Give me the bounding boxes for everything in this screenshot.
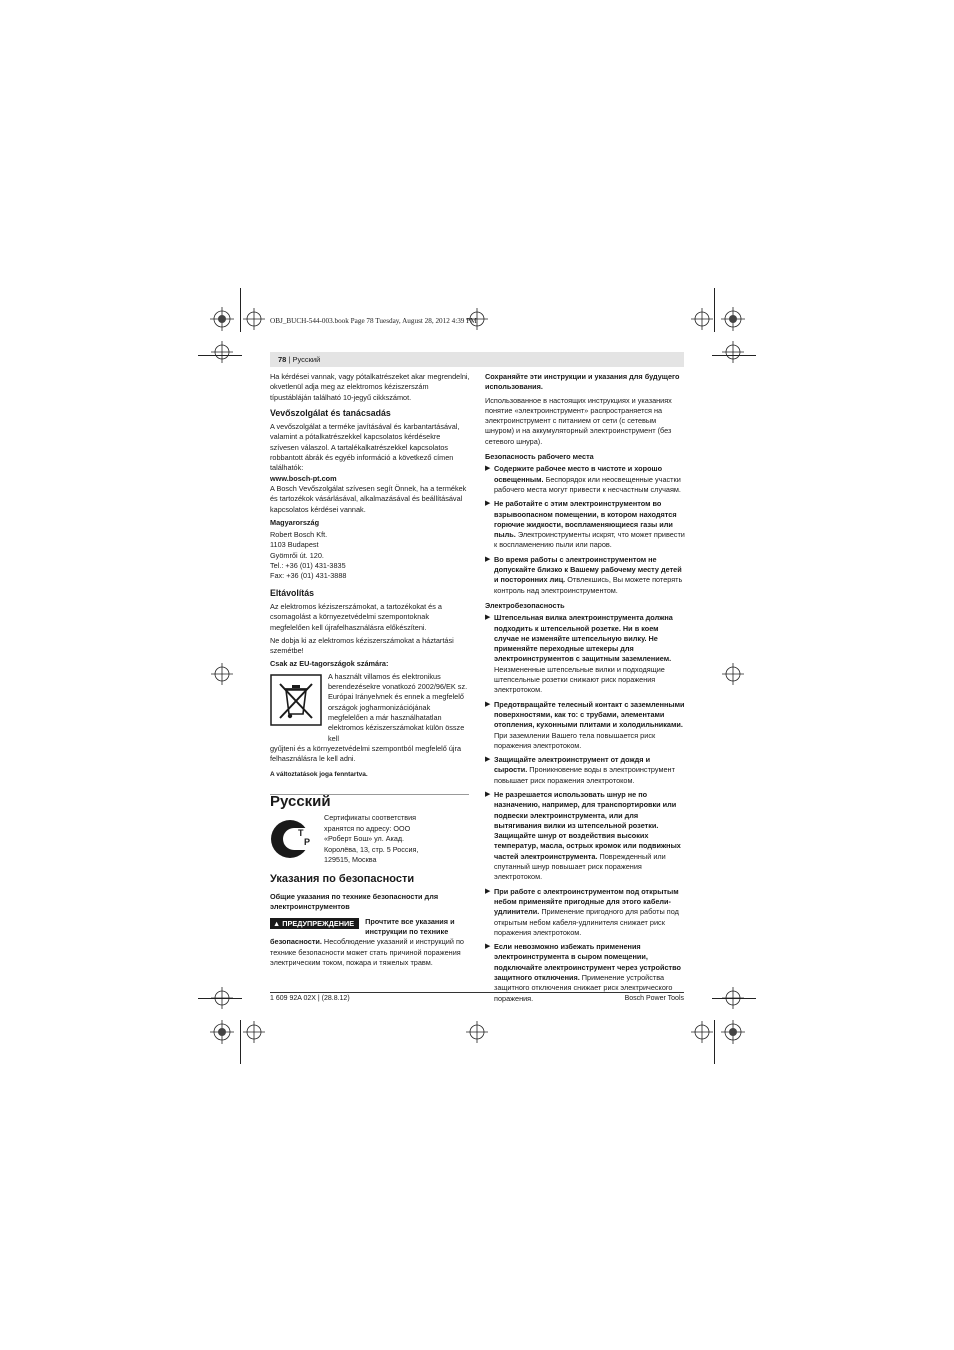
service-text: A vevőszolgálat a terméke javításával és karbantartásával, valamint a pótalkatrészekkel kapcsolatos kérdésekre szívesen válaszol. A tartalékalkatrészekkel kapcsolatos robbantott ábrák és egyéb információ a következő címen találhatók: bbox=[270, 422, 460, 473]
safety-item-text: Отвлекшись, Вы можете потерять контроль над электроинструментом. bbox=[494, 575, 683, 595]
safety-item-text: Проникновение воды в электроинструмент повышает риск поражения электротоком. bbox=[494, 765, 675, 785]
warning-triangle-icon: ▲ bbox=[273, 918, 283, 928]
address-line: Fax: +36 (01) 431-3888 bbox=[270, 571, 347, 581]
safety-item bbox=[485, 613, 685, 695]
safety-item bbox=[485, 555, 685, 596]
registration-mark-icon bbox=[466, 1021, 488, 1043]
safety-item-bold: Штепсельная вилка электроинструмента должна подходить к штепсельной розетке. Ни в коем случае не изменяйте штепсельную вилку. Не применяйте переходные штекеры для электроинструментов с защитным заземлением. bbox=[494, 613, 673, 664]
safety-item-text: Неизмененные штепсельные вилки и подходящие штепсельные розетки снижают риск поражения электротоком. bbox=[494, 664, 665, 695]
safety-item bbox=[485, 755, 685, 786]
triangle-right-icon: ▶ bbox=[485, 700, 491, 708]
registration-mark-icon bbox=[211, 663, 233, 685]
right-column bbox=[485, 372, 685, 1008]
triangle-right-icon: ▶ bbox=[485, 500, 491, 508]
russian-section bbox=[270, 793, 470, 971]
page-footer bbox=[270, 992, 684, 1002]
safety-item-bold: При работе с электроинструментом под открытым небом применяйте пригодные для этого кабели-удлинители. bbox=[494, 886, 679, 917]
registration-mark-icon bbox=[691, 308, 713, 330]
safety-item-text: Поврежденный или спутанный шнур повышает риск поражения электротоком. bbox=[494, 851, 666, 882]
eu-title: Csak az EU-tagországok számára: bbox=[270, 659, 389, 669]
definition-text: Использованное в настоящих инструкциях и указаниях понятие «электроинструмент» распространяется на электроинструмент с питанием от сети (с сетевым шнуром) и на аккумуляторный электроинструмент (без сетевого шнура). bbox=[485, 395, 672, 446]
safety-item-bold: Содержите рабочее место в чистоте и хорошо освещенным. bbox=[494, 464, 663, 484]
eu-text-cont: gyűjteni és a környezetvédelmi szempontból megfelelő újra felhasználásra le kell adni. bbox=[270, 743, 462, 764]
safety-item-text: Электроинструменты искрят, что может привести к воспламенению пыли или паров. bbox=[494, 530, 685, 550]
disposal-text-2: Ne dobja ki az elektromos kéziszerszámokat a háztartási szemétbe! bbox=[270, 635, 454, 656]
safety-item-text: При заземлении Вашего тела повышается риск поражения электротоком. bbox=[494, 730, 656, 750]
service-text-2: A Bosch Vevőszolgálat szívesen segít Önnek, ha a termékek és tartozékok vásárlásával, alkalmazásával és beállításával kapcsolatos kérdései vannak. bbox=[270, 483, 467, 514]
weee-block bbox=[270, 672, 470, 744]
cert-block bbox=[270, 813, 470, 866]
triangle-right-icon: ▶ bbox=[485, 465, 491, 473]
electrical-list bbox=[485, 613, 685, 1004]
address-line: Tel.: +36 (01) 431-3835 bbox=[270, 561, 346, 571]
print-slug: OBJ_BUCH-544-003.book Page 78 Tuesday, August 28, 2012 4:39 PM bbox=[270, 317, 477, 325]
triangle-right-icon: ▶ bbox=[485, 943, 491, 951]
electrical-title: Электробезопасность bbox=[485, 600, 565, 610]
warning-block bbox=[270, 917, 470, 938]
cert-text: Сертификаты соответствия хранятся по адресу: ООО «Роберт Бош» ул. Акад. Королёва, 13, стр. 5 Россия, 129515, Москва bbox=[324, 813, 419, 865]
safety-item-text: Беспорядок или неосвещенные участки рабочего места могут привести к несчастным случаям. bbox=[494, 474, 681, 494]
safety-item-bold: Защищайте электроинструмент от дождя и сырости. bbox=[494, 755, 651, 775]
work-area-title: Безопасность рабочего места bbox=[485, 452, 594, 462]
rights-note: A változtatások joga fenntartva. bbox=[270, 771, 368, 779]
footer-brand: Bosch Power Tools bbox=[624, 995, 684, 1002]
footer-code: 1 609 92A 02X | (28.8.12) bbox=[270, 995, 350, 1002]
safety-title: Указания по безопасности bbox=[270, 872, 415, 885]
service-url[interactable]: www.bosch-pt.com bbox=[270, 473, 337, 483]
eu-text: A használt villamos és elektronikus berendezésekre vonatkozó 2002/96/EK sz. Európai Irányelvnek és ennek a megfelelő országok jogharmonizációjának megfelelően a már használhatatlan elektromos kéziszerszámokat külön össze kell bbox=[328, 671, 468, 743]
eac-cert-logo bbox=[270, 819, 316, 859]
address-line: 1103 Budapest bbox=[270, 540, 319, 550]
safety-item-bold: Во время работы с электроинструментом не допускайте близко к Вашему рабочему месту детей и посторонних лиц. bbox=[494, 554, 682, 585]
safety-item-text: Применение пригодного для работы под открытым небом кабеля-удлинителя снижает риск поражения электротоком. bbox=[494, 907, 679, 937]
registration-mark-icon bbox=[243, 308, 265, 330]
address-line: Robert Bosch Kft. bbox=[270, 530, 328, 540]
warning-text: безопасности. Несоблюдение указаний и инструкций по технике безопасности может стать причиной поражения электрическим током, пожара и тяжелых травм. bbox=[270, 937, 464, 967]
country-title: Magyarország bbox=[270, 517, 320, 527]
triangle-right-icon: ▶ bbox=[485, 887, 491, 895]
svg-text:T: T bbox=[298, 828, 304, 839]
triangle-right-icon: ▶ bbox=[485, 555, 491, 563]
triangle-right-icon: ▶ bbox=[485, 756, 491, 764]
safety-item-text: Применение устройства защитного отключения снижает риск электрического поражения. bbox=[494, 973, 673, 1003]
safety-item bbox=[485, 790, 685, 883]
address-line: Gyömrői út. 120. bbox=[270, 550, 324, 560]
registration-mark-icon bbox=[722, 663, 744, 685]
registration-mark-icon bbox=[243, 1021, 265, 1043]
safety-item-bold: Предотвращайте телесный контакт с заземленными поверхностями, как то: с трубами, элементами отопления, кухонными плитами и холодильниками. bbox=[494, 699, 685, 730]
header-section: | Русский bbox=[288, 355, 321, 364]
save-title: Сохраняйте эти инструкции и указания для будущего использования. bbox=[485, 372, 680, 392]
safety-item bbox=[485, 499, 685, 550]
safety-item bbox=[485, 464, 685, 495]
work-area-list bbox=[485, 464, 685, 596]
registration-mark-icon bbox=[722, 341, 744, 363]
safety-item-bold: Если невозможно избежать применения электроинструмента в сыром помещении, подключайте электроинструмент через устройство защитного отключения. bbox=[494, 942, 681, 983]
svg-text:P: P bbox=[304, 837, 311, 848]
safety-item-bold: Не работайте с этим электроинструментом во взрывоопасном помещении, в котором находятся горючие жидкости, воспламеняющиеся газы или пыль. bbox=[494, 499, 677, 540]
registration-mark-icon bbox=[211, 341, 233, 363]
page-number: 78 bbox=[278, 355, 287, 364]
safety-item bbox=[485, 700, 685, 751]
disposal-text: Az elektromos kéziszerszámokat, a tartozékokat és a csomagolást a környezetvédelmi szempontoknak megfelelően kell újrafelhasználásra előkészíteni. bbox=[270, 601, 442, 632]
disposal-title: Eltávolítás bbox=[270, 587, 315, 598]
registration-mark-icon bbox=[211, 987, 233, 1009]
crossed-bin-icon bbox=[270, 674, 322, 726]
service-title: Vevőszolgálat és tanácsadás bbox=[270, 407, 391, 418]
page-header bbox=[270, 352, 684, 367]
warning-side-text: Прочтите все указания и инструкции по технике bbox=[365, 916, 455, 936]
ru-title: Русский bbox=[270, 793, 331, 810]
intro-text: Ha kérdései vannak, vagy pótalkatrészeket akar megrendelni, okvetlenül adja meg az elektromos kéziszerszám típustábláján található 10-jegyű cikkszámot. bbox=[270, 372, 470, 402]
left-column bbox=[270, 372, 470, 784]
triangle-right-icon: ▶ bbox=[485, 614, 491, 622]
registration-mark-icon bbox=[722, 987, 744, 1009]
registration-mark-icon bbox=[691, 1021, 713, 1043]
triangle-right-icon: ▶ bbox=[485, 790, 491, 798]
safety-item bbox=[485, 887, 685, 938]
warning-label: ▲ ПРЕДУПРЕЖДЕНИЕ bbox=[270, 918, 359, 929]
general-safety-title: Общие указания по технике безопасности для электроинструментов bbox=[270, 892, 439, 912]
safety-item-bold: Не разрешается использовать шнур не по назначению, например, для транспортировки или подвески электроинструмента, или для вытягивания вилки из штепсельной розетки. Защищайте шнур от воздействия высоких температур, масла, острых кромок или подвижных частей электроинструмента. bbox=[494, 789, 681, 861]
